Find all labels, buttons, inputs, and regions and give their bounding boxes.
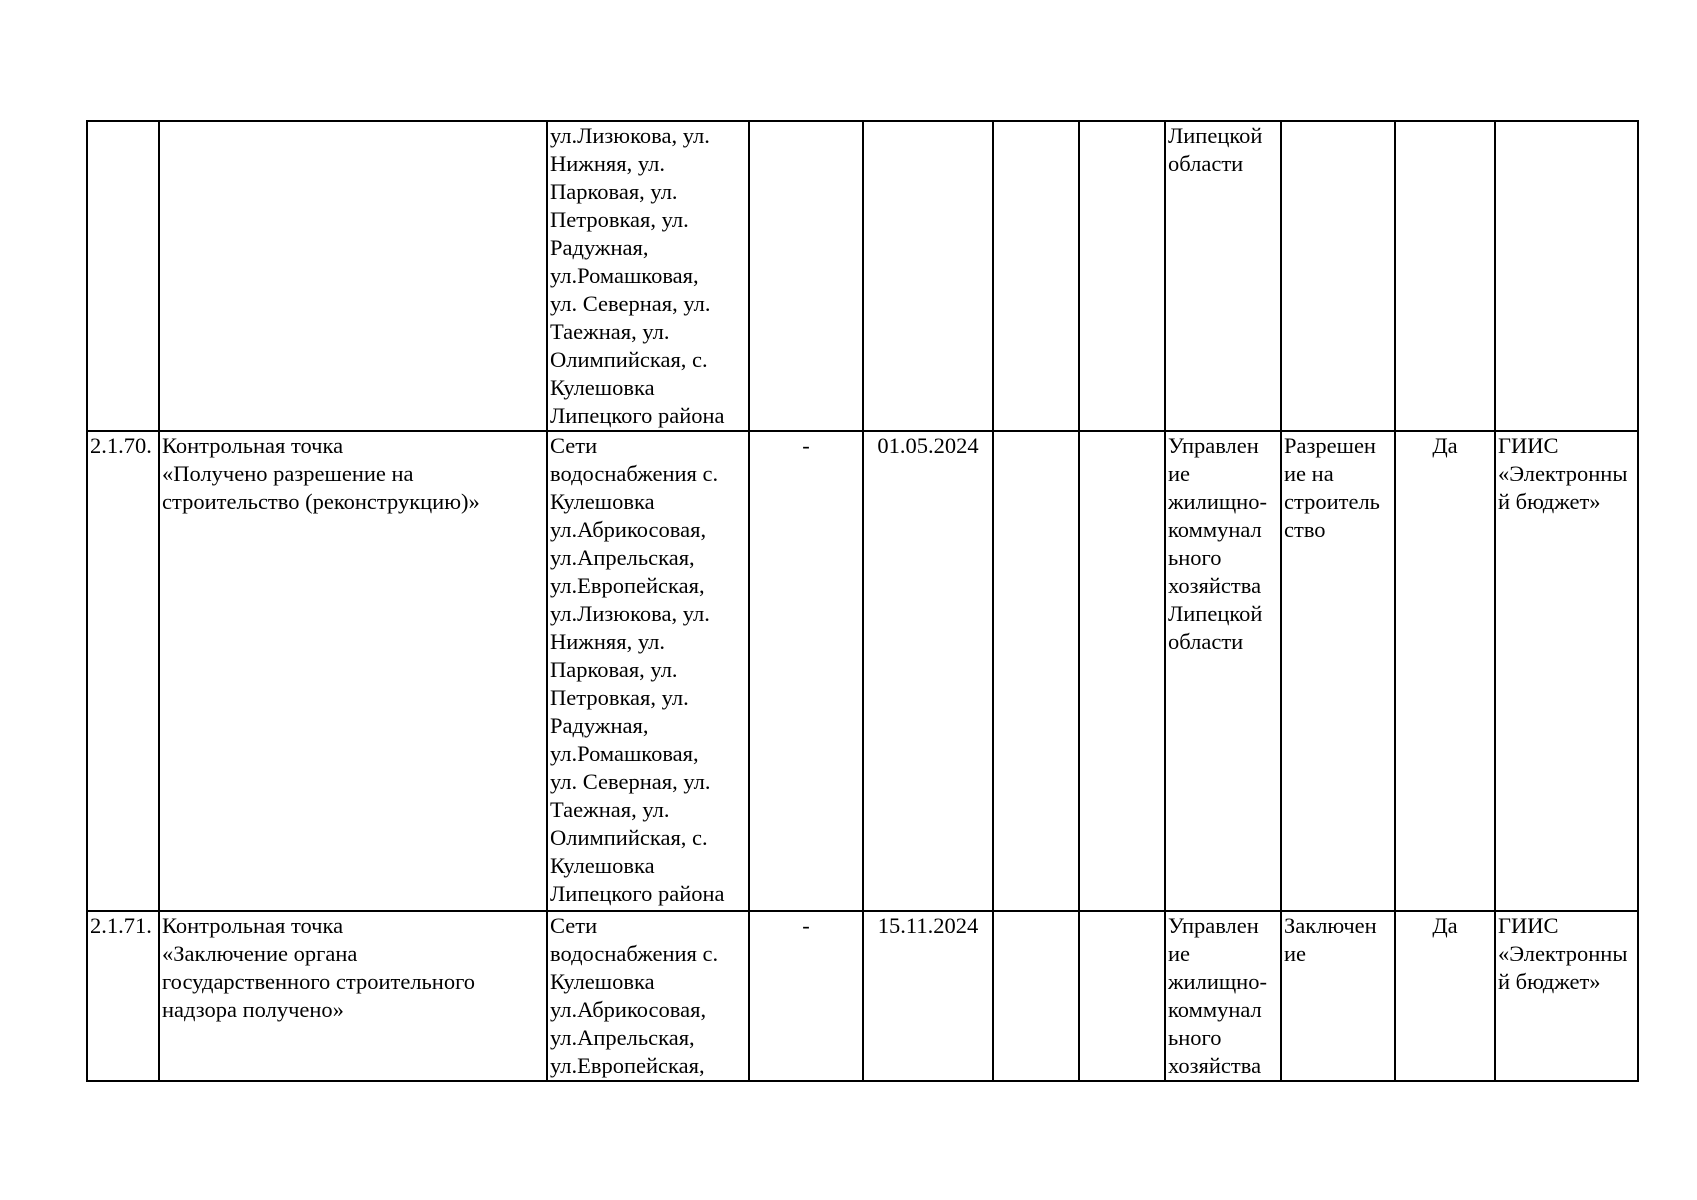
object-cell-line: ул.Абрикосовая, <box>550 997 707 1022</box>
responsible-cell-line: ие <box>1168 461 1191 486</box>
object-cell-line: ул.Европейская, <box>550 1053 705 1078</box>
object-cell-line: Радужная, <box>550 235 649 260</box>
responsible-cell-line: ьного <box>1168 1025 1222 1050</box>
object-cell-line: Кулешовка <box>550 489 655 514</box>
row-number-cell: 2.1.70. <box>87 431 159 911</box>
object-cell-line: Липецкого района <box>550 881 725 906</box>
responsible-cell-line: ьного <box>1168 545 1222 570</box>
responsible-cell-line: Управлен <box>1168 913 1259 938</box>
object-cell-line: ул.Лизюкова, ул. <box>550 123 710 148</box>
document-cell <box>1281 121 1395 431</box>
document-cell-line: Заключен <box>1284 913 1377 938</box>
title-cell-line: Контрольная точка <box>162 913 344 938</box>
system-cell-line: ГИИС <box>1498 433 1559 458</box>
object-cell-line: Парковая, ул. <box>550 179 678 204</box>
responsible-cell-line: области <box>1168 151 1244 176</box>
object-cell-line: Олимпийская, с. <box>550 347 708 372</box>
responsible-cell <box>1165 431 1281 911</box>
document-cell-line: ие <box>1284 941 1307 966</box>
system-cell-line: «Электронны <box>1498 941 1628 966</box>
row-number-cell <box>87 121 159 431</box>
responsible-cell-line: Липецкой <box>1168 601 1263 626</box>
system-cell-line: «Электронны <box>1498 461 1628 486</box>
object-cell <box>547 911 749 1081</box>
flag-cell: Да <box>1395 911 1495 1081</box>
system-cell-line: й бюджет» <box>1498 969 1601 994</box>
object-cell-line: Липецкого района <box>550 403 725 428</box>
object-cell-line: Нижняя, ул. <box>550 151 665 176</box>
object-cell-line: Кулешовка <box>550 969 655 994</box>
empty-cell-6 <box>993 121 1079 431</box>
document-cell-line: строитель <box>1284 489 1380 514</box>
object-cell-line: Таежная, ул. <box>550 797 670 822</box>
object-cell-line: Нижняя, ул. <box>550 629 665 654</box>
object-cell-line: ул. Северная, ул. <box>550 291 711 316</box>
empty-cell-6 <box>993 431 1079 911</box>
object-cell-line: Таежная, ул. <box>550 319 670 344</box>
empty-cell-7 <box>1079 121 1165 431</box>
responsible-cell-line: хозяйства <box>1168 1053 1262 1078</box>
object-cell-line: Парковая, ул. <box>550 657 678 682</box>
system-cell <box>1495 121 1638 431</box>
responsible-cell-line: жилищно- <box>1168 969 1267 994</box>
title-cell <box>159 431 547 911</box>
object-cell-line: ул.Абрикосовая, <box>550 517 707 542</box>
title-cell-line: надзора получено» <box>162 997 344 1022</box>
system-cell-line: й бюджет» <box>1498 489 1601 514</box>
object-cell-line: ул.Апрельская, <box>550 1025 695 1050</box>
object-cell-line: ул.Европейская, <box>550 573 705 598</box>
responsible-cell-line: Управлен <box>1168 433 1259 458</box>
object-cell-line: Петровкая, ул. <box>550 207 689 232</box>
object-cell-line: Кулешовка <box>550 375 655 400</box>
system-cell <box>1495 431 1638 911</box>
title-cell-line: государственного строительного <box>162 969 476 994</box>
object-cell-line: Петровкая, ул. <box>550 685 689 710</box>
object-cell-line: ул.Лизюкова, ул. <box>550 601 710 626</box>
responsible-cell-line: области <box>1168 629 1244 654</box>
plan-table-body <box>87 121 1638 1081</box>
table-row <box>87 431 1638 911</box>
system-cell <box>1495 911 1638 1081</box>
end-date-cell: 01.05.2024 <box>863 431 993 911</box>
responsible-cell <box>1165 911 1281 1081</box>
table-row <box>87 121 1638 431</box>
row-number-cell: 2.1.71. <box>87 911 159 1081</box>
responsible-cell-line: жилищно- <box>1168 489 1267 514</box>
object-cell-line: Кулешовка <box>550 853 655 878</box>
empty-cell-7 <box>1079 431 1165 911</box>
title-cell-line: «Заключение органа <box>162 941 358 966</box>
object-cell-line: ул. Северная, ул. <box>550 769 711 794</box>
object-cell-line: Радужная, <box>550 713 649 738</box>
flag-cell <box>1395 121 1495 431</box>
object-cell-line: ул.Апрельская, <box>550 545 695 570</box>
plan-table <box>86 120 1639 1082</box>
object-cell <box>547 121 749 431</box>
object-cell-line: водоснабжения с. <box>550 941 719 966</box>
empty-cell-6 <box>993 911 1079 1081</box>
system-cell-line: ГИИС <box>1498 913 1559 938</box>
document-cell-line: ство <box>1284 517 1326 542</box>
object-cell-line: Олимпийская, с. <box>550 825 708 850</box>
object-cell-line: Сети <box>550 433 598 458</box>
responsible-cell-line: хозяйства <box>1168 573 1262 598</box>
document-cell <box>1281 911 1395 1081</box>
document-cell <box>1281 431 1395 911</box>
responsible-cell-line: коммунал <box>1168 997 1262 1022</box>
document-cell-line: ие на <box>1284 461 1334 486</box>
document-cell-line: Разрешен <box>1284 433 1376 458</box>
end-date-cell <box>863 121 993 431</box>
object-cell-line: ул.Ромашковая, <box>550 263 699 288</box>
start-date-cell: - <box>749 431 863 911</box>
title-cell-line: «Получено разрешение на <box>162 461 414 486</box>
responsible-cell-line: коммунал <box>1168 517 1262 542</box>
object-cell-line: Сети <box>550 913 598 938</box>
start-date-cell: - <box>749 911 863 1081</box>
responsible-cell-line: Липецкой <box>1168 123 1263 148</box>
start-date-cell <box>749 121 863 431</box>
object-cell-line: водоснабжения с. <box>550 461 719 486</box>
responsible-cell-line: ие <box>1168 941 1191 966</box>
title-cell-line: Контрольная точка <box>162 433 344 458</box>
end-date-cell: 15.11.2024 <box>863 911 993 1081</box>
flag-cell: Да <box>1395 431 1495 911</box>
empty-cell-7 <box>1079 911 1165 1081</box>
object-cell <box>547 431 749 911</box>
object-cell-line: ул.Ромашковая, <box>550 741 699 766</box>
title-cell <box>159 911 547 1081</box>
responsible-cell <box>1165 121 1281 431</box>
title-cell-line: строительство (реконструкцию)» <box>162 489 480 514</box>
title-cell <box>159 121 547 431</box>
table-row <box>87 911 1638 1081</box>
